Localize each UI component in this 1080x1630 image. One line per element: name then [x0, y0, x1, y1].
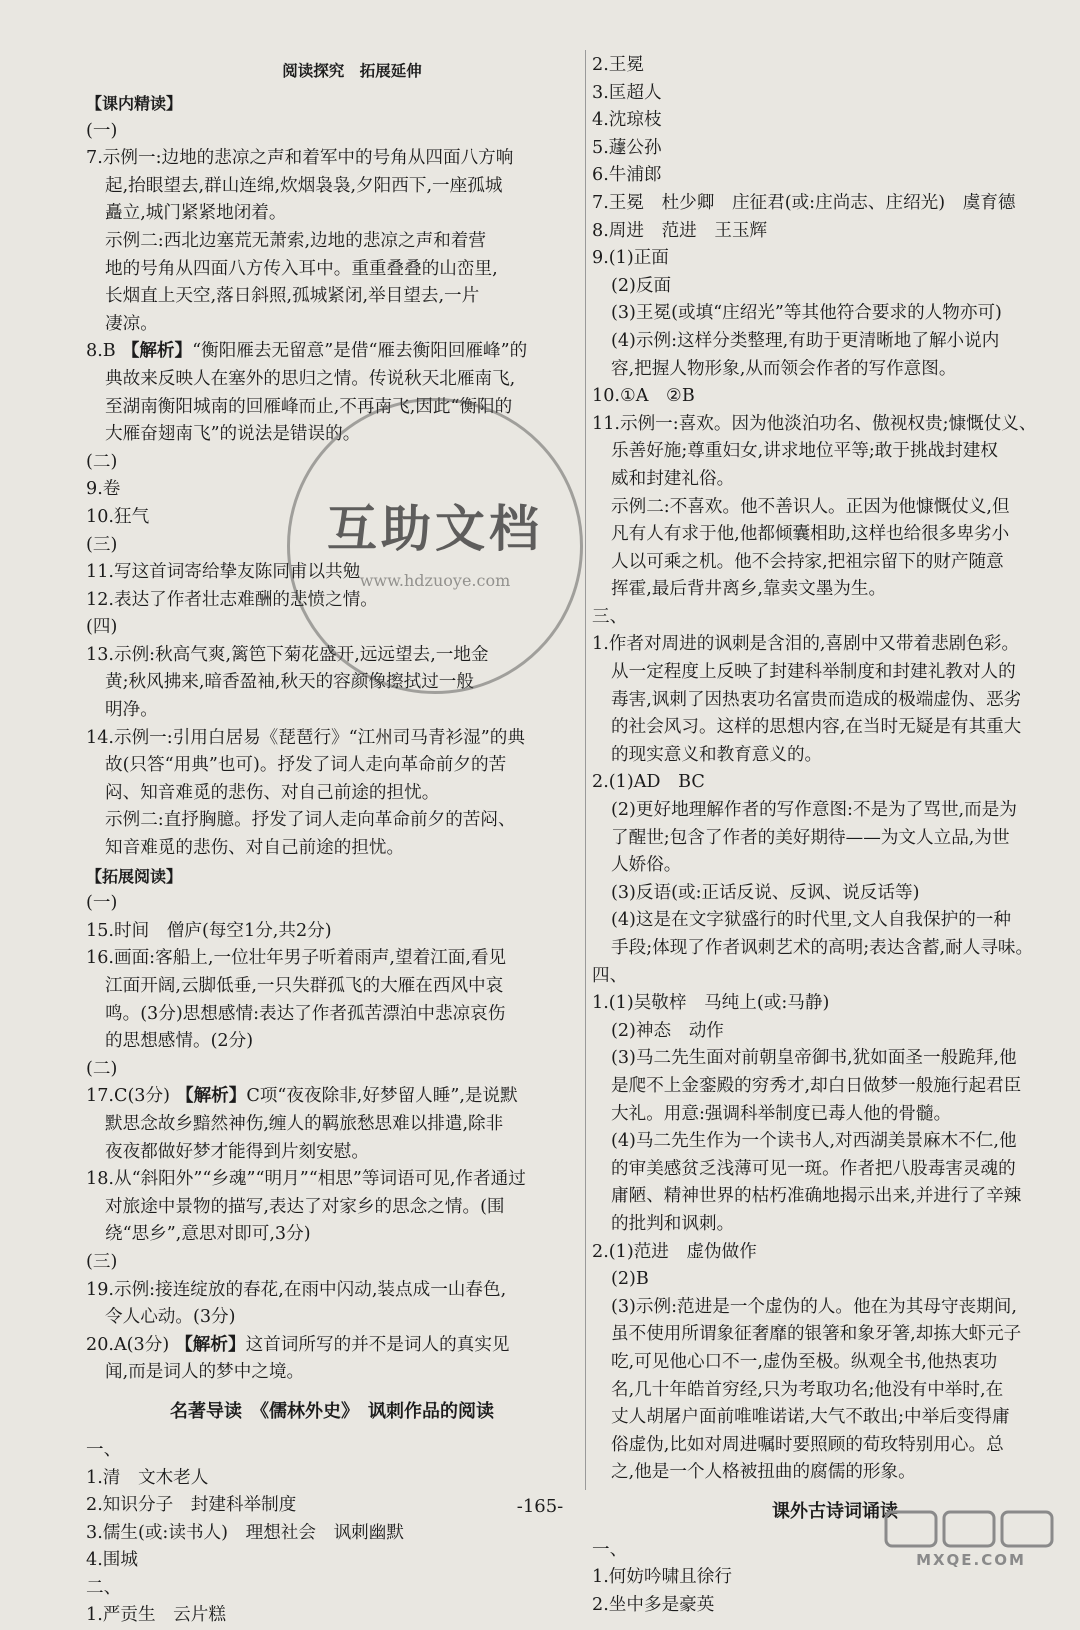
- text-line: [592, 1377, 1078, 1405]
- text-line: [592, 852, 1078, 880]
- text-line: [86, 1221, 578, 1249]
- line-text: 威和封建礼俗。: [611, 468, 735, 489]
- line-text: “衡阳雁去无留意”是借“雁去衡阳回雁峰”的: [192, 341, 528, 362]
- text-line: [592, 963, 1078, 991]
- line-text: 20.A(3分): [86, 1334, 170, 1355]
- line-text: 矗立,城门紧紧地闭着。: [105, 203, 287, 224]
- line-text: 故(只答“用典”也可)。抒发了词人走向革命前夕的苦: [105, 755, 507, 776]
- line-text: 13.示例:秋高气爽,篱笆下菊花盛开,远远望去,一地金: [86, 644, 489, 665]
- text-line: [86, 752, 578, 780]
- text-line: [592, 935, 1078, 963]
- text-line: [592, 411, 1078, 439]
- line-text: 从一定程度上反映了封建科举制度和封建礼教对人的: [611, 662, 1016, 683]
- text-line: [86, 945, 578, 973]
- line-text: 10.①A ②B: [592, 386, 695, 407]
- line-text: 2.王冕: [592, 55, 644, 75]
- line-text: 名,几十年皓首穷经,只为考取功名;他没有中举时,在: [611, 1379, 1004, 1400]
- text-line: [592, 1211, 1078, 1239]
- line-text: (3)示例:范进是一个虚伪的人。他在为其母守丧期间,: [611, 1296, 1017, 1317]
- text-line: [592, 52, 1078, 80]
- text-line: [592, 466, 1078, 494]
- text-line: [86, 1520, 578, 1548]
- line-text: 1.(1)吴敬梓 马纯上(或:马静): [592, 993, 830, 1014]
- stamp-text: 互助文档: [327, 500, 543, 558]
- line-text: 【拓展阅读】: [86, 866, 183, 886]
- line-text: (4)马二先生作为一个读书人,对西湖美景麻木不仁,他: [611, 1131, 1017, 1152]
- text-line: [86, 173, 578, 201]
- text-line: [86, 1465, 578, 1493]
- line-text: 1.严贡生 云片糕: [86, 1605, 226, 1626]
- text-line: [592, 990, 1078, 1018]
- text-line: [86, 200, 578, 228]
- text-line: [592, 328, 1078, 356]
- text-line: [592, 1018, 1078, 1046]
- line-text: 4.沈琼枝: [592, 110, 662, 131]
- text-line: [592, 631, 1078, 659]
- line-text: 15.时间 僧庐(每空1分,共2分): [86, 920, 332, 941]
- text-line: [592, 383, 1078, 411]
- line-text: 17.C(3分): [86, 1086, 170, 1107]
- line-text: 知音难觅的悲伤、对自己前途的担忧。: [105, 838, 405, 859]
- text-line: [86, 283, 578, 311]
- text-line: [86, 1166, 578, 1194]
- line-text: 丈人胡屠户面前唯唯诺诺,大气不敢出;中举后变得庸: [611, 1407, 1010, 1428]
- line-text: 一、: [592, 1539, 628, 1560]
- line-text: (三): [86, 534, 118, 555]
- text-line: [592, 190, 1078, 218]
- text-line: [86, 890, 578, 918]
- text-line: [592, 1432, 1078, 1460]
- line-text: (4)示例:这样分类整理,有助于更清晰地了解小说内: [611, 330, 1000, 351]
- line-text: 对旅途中景物的描写,表达了对家乡的思念之情。(围: [105, 1196, 505, 1217]
- text-line: [592, 659, 1078, 687]
- line-text: 2.(1)范进 虚伪做作: [592, 1241, 757, 1262]
- line-text: 江面开阔,云脚低垂,一只失群孤飞的大雁在西风中哀: [105, 976, 504, 996]
- text-line: [86, 1194, 578, 1222]
- left-column: [86, 52, 578, 1630]
- analysis-label: 【解析】: [121, 341, 193, 362]
- line-text: 名著导读 《儒林外史》 讽刺作品的阅读: [170, 1400, 494, 1422]
- line-text: 12.表达了作者壮志难酬的悲愤之情。: [86, 589, 378, 610]
- line-text: 手段;体现了作者讽刺艺术的高明;表达含蓄,耐人寻味。: [611, 938, 1034, 958]
- text-line: [592, 1459, 1078, 1487]
- text-line: [86, 1547, 578, 1575]
- text-line: [592, 1266, 1078, 1294]
- text-line: [592, 273, 1078, 301]
- text-line: [592, 107, 1078, 135]
- text-line: [592, 769, 1078, 797]
- text-line: [86, 697, 578, 725]
- line-text: 地的号角从四面八方传入耳中。重重叠叠的山峦里,: [105, 258, 498, 279]
- line-text: 的审美感贫乏浅薄可见一斑。作者把八股毒害灵魂的: [611, 1158, 1016, 1179]
- watermark-stamp: [287, 398, 583, 694]
- line-text: 大雁奋翅南飞”的说法是错误的。: [105, 424, 361, 445]
- text-line: [592, 907, 1078, 935]
- text-line: [86, 1249, 578, 1277]
- line-text: (3)反语(或:正话反说、反讽、说反话等): [611, 882, 920, 903]
- line-text: 虽不使用所谓象征奢靡的银箸和象牙箸,却拣大虾元子: [611, 1324, 1022, 1345]
- line-text: C项“夜夜除非,好梦留人睡”,是说默: [246, 1086, 518, 1107]
- stamp-url: www.hdzuoye.com: [359, 571, 511, 590]
- line-text: 容,把握人物形象,从而领会作者的写作意图。: [611, 358, 957, 379]
- text-line: [86, 338, 578, 366]
- line-text: 是爬不上金銮殿的穷秀才,却白日做梦一般施行起君臣: [611, 1075, 1022, 1096]
- subsection-heading: [86, 863, 578, 891]
- text-line: [86, 118, 578, 146]
- text-line: [86, 1028, 578, 1056]
- text-line: [592, 356, 1078, 384]
- line-text: (3)王冕(或填“庄绍光”等其他符合要求的人物亦可): [611, 303, 1002, 324]
- line-text: 3.儒生(或:读书人) 理想社会 讽刺幽默: [86, 1522, 404, 1543]
- line-text: (四): [86, 617, 118, 638]
- watermark-text: MXQE.COM: [916, 1551, 1026, 1569]
- text-line: [592, 687, 1078, 715]
- line-text: 8.B: [86, 341, 116, 362]
- text-line: [86, 1437, 578, 1465]
- line-text: 的社会风习。这样的思想内容,在当时无疑是有其重大: [611, 717, 1022, 738]
- section-heading: [86, 52, 578, 90]
- text-line: [86, 311, 578, 339]
- line-text: 7.王冕 杜少卿 庄征君(或:庄尚志、庄绍光) 虞育德: [592, 192, 1016, 213]
- line-text: 的批判和讽刺。: [611, 1213, 735, 1234]
- line-text: 人娇俗。: [611, 855, 682, 876]
- line-text: 1.何妨吟啸且徐行: [592, 1567, 732, 1588]
- line-text: 课外古诗词诵读: [772, 1500, 898, 1522]
- line-text: 挥霍,最后背井离乡,靠卖文墨为生。: [611, 579, 887, 600]
- text-line: [592, 576, 1078, 604]
- text-line: [592, 1183, 1078, 1211]
- line-text: 夜夜都做好梦才能得到片刻安慰。: [105, 1141, 369, 1162]
- line-text: 1.清 文木老人: [86, 1467, 209, 1488]
- text-line: [592, 1321, 1078, 1349]
- text-line: [86, 835, 578, 863]
- line-text: 1.作者对周进的讽刺是含泪的,喜剧中又带着悲剧色彩。: [592, 634, 1020, 655]
- text-line: [86, 145, 578, 173]
- line-text: 2.知识分子 封建科举制度: [86, 1495, 297, 1516]
- analysis-label: 【解析】: [175, 1334, 246, 1355]
- text-line: [86, 918, 578, 946]
- line-text: 大礼。用意:强调科举制度已毒人他的骨髓。: [611, 1103, 952, 1124]
- line-text: 14.示例一:引用白居易《琵琶行》“江州司马青衫湿”的典: [86, 727, 525, 748]
- text-line: [592, 1045, 1078, 1073]
- line-text: 毒害,讽刺了因热衷功名富贵而造成的极端虚伪、恶劣: [611, 689, 1022, 710]
- line-text: 凡有人有求于他,他都倾囊相助,这样也给很多卑劣小: [611, 524, 1010, 545]
- line-text: 的思想感情。(2分): [105, 1031, 254, 1052]
- text-line: [592, 797, 1078, 825]
- text-line: [86, 228, 578, 256]
- line-text: (2)反面: [611, 275, 672, 296]
- right-column: [592, 52, 1078, 1620]
- line-text: (二): [86, 1058, 118, 1079]
- line-text: 4.围城: [86, 1550, 138, 1571]
- text-line: [592, 135, 1078, 163]
- text-line: [592, 1156, 1078, 1184]
- text-line: [86, 1083, 578, 1111]
- line-text: 11.写这首词寄给挚友陈同甫以共勉: [86, 562, 361, 583]
- line-text: 绕“思乡”,意思对即可,3分): [105, 1224, 311, 1245]
- line-text: 5.蘧公孙: [592, 137, 662, 158]
- text-line: [592, 1592, 1078, 1620]
- text-line: [86, 1001, 578, 1029]
- text-line: [86, 1056, 578, 1084]
- text-line: [86, 1602, 578, 1630]
- page-number: -165-: [516, 1496, 564, 1517]
- line-text: 示例二:西北边塞荒无萧索,边地的悲凉之声和着营: [105, 230, 486, 251]
- line-text: 8.周进 范进 王玉辉: [592, 220, 768, 241]
- text-line: [86, 725, 578, 753]
- line-text: 19.示例:接连绽放的春花,在雨中闪动,装点成一山春色,: [86, 1279, 507, 1300]
- text-line: [86, 1139, 578, 1167]
- text-line: [592, 245, 1078, 273]
- analysis-label: 【解析】: [175, 1086, 247, 1107]
- text-line: [592, 742, 1078, 770]
- text-line: [592, 1404, 1078, 1432]
- text-line: [592, 714, 1078, 742]
- text-line: [86, 1359, 578, 1387]
- line-text: 吃,可见他心口不一,虚伪至极。纵观全书,他热衷功: [611, 1351, 998, 1372]
- line-text: 7.示例一:边地的悲凉之声和着军中的号角从四面八方响: [86, 148, 514, 169]
- line-text: 2.坐中多是豪英: [592, 1595, 715, 1616]
- line-text: 18.从“斜阳外”“乡魂”“明月”“相思”等词语可见,作者通过: [86, 1169, 526, 1190]
- subsection-heading: [86, 90, 578, 118]
- line-text: 黄;秋风拂来,暗香盈袖,秋天的容颜像擦拭过一般: [105, 672, 474, 693]
- text-line: [592, 1128, 1078, 1156]
- text-line: [592, 1294, 1078, 1322]
- text-line: [592, 549, 1078, 577]
- text-line: [592, 1073, 1078, 1101]
- line-text: 这首词所写的并不是词人的真实见: [245, 1334, 510, 1355]
- text-line: [86, 1575, 578, 1603]
- text-line: [86, 256, 578, 284]
- line-text: 人以可乘之机。他不会持家,把祖宗留下的财产随意: [611, 551, 1004, 572]
- corner-watermark-logo: [882, 1508, 1060, 1570]
- text-line: [592, 1101, 1078, 1129]
- text-line: [86, 1304, 578, 1332]
- text-line: [592, 162, 1078, 190]
- text-line: [592, 880, 1078, 908]
- line-text: 闷、知音难觅的悲伤、对自己前途的担忧。: [105, 782, 440, 803]
- line-text: (一): [86, 893, 118, 914]
- text-line: [592, 1349, 1078, 1377]
- line-text: 闻,而是词人的梦中之境。: [105, 1362, 305, 1383]
- line-text: 典故来反映人在塞外的思归之情。传说秋天北雁南飞,: [105, 368, 516, 389]
- line-text: 明净。: [105, 700, 158, 721]
- text-line: [592, 300, 1078, 328]
- line-text: 的现实意义和教育意义的。: [611, 744, 823, 765]
- line-text: 【课内精读】: [86, 94, 183, 113]
- line-text: 9.(1)正面: [592, 248, 669, 269]
- text-line: [86, 780, 578, 808]
- text-line: [592, 604, 1078, 632]
- text-line: [592, 825, 1078, 853]
- line-text: 三、: [592, 606, 628, 627]
- line-text: 2.(1)AD BC: [592, 772, 705, 793]
- text-line: [592, 494, 1078, 522]
- line-text: (4)这是在文字狱盛行的时代里,文人自我保护的一种: [611, 910, 1011, 931]
- line-text: 庸陋、精神世界的枯朽准确地揭示出来,并进行了辛辣: [611, 1186, 1022, 1207]
- section-heading: [86, 1387, 578, 1437]
- text-line: [86, 366, 578, 394]
- line-text: 长烟直上天空,落日斜照,孤城紧闭,举目望去,一片: [105, 286, 480, 307]
- line-text: 示例二:不喜欢。他不善识人。正因为他慷慨仗义,但: [611, 496, 1010, 517]
- text-line: [86, 1332, 578, 1360]
- line-text: (2)更好地理解作者的写作意图:不是为了骂世,而是为: [611, 800, 1017, 821]
- line-text: 示例二:直抒胸臆。抒发了词人走向革命前夕的苦闷、: [105, 810, 516, 831]
- line-text: 之,他是一个人格被扭曲的腐儒的形象。: [611, 1462, 916, 1483]
- line-text: 了醒世;包含了作者的美好期待——为文人立品,为世: [611, 827, 1010, 848]
- line-text: (2)神态 动作: [611, 1020, 724, 1041]
- line-text: 起,抬眼望去,群山连绵,炊烟袅袅,夕阳西下,一座孤城: [105, 175, 503, 196]
- line-text: 阅读探究 拓展延伸: [282, 62, 422, 80]
- text-line: [592, 438, 1078, 466]
- line-text: 16.画面:客船上,一位壮年男子听着雨声,望着江面,看见: [86, 948, 507, 969]
- line-text: 鸣。(3分)思想感情:表达了作者孤苦漂泊中悲凉哀伤: [105, 1003, 506, 1024]
- text-line: [86, 1277, 578, 1305]
- line-text: 默思念故乡黯然神伤,缠人的羁旅愁思难以排遣,除非: [105, 1113, 504, 1134]
- line-text: (一): [86, 120, 118, 141]
- line-text: 一、: [86, 1439, 122, 1460]
- line-text: 凄凉。: [105, 313, 158, 334]
- line-text: (3)马二先生面对前朝皇帝御书,犹如面圣一般跪拜,他: [611, 1048, 1017, 1069]
- text-line: [592, 80, 1078, 108]
- line-text: 二、: [86, 1577, 122, 1598]
- text-line: [86, 1111, 578, 1139]
- line-text: 9.卷: [86, 479, 121, 500]
- text-line: [592, 218, 1078, 246]
- text-line: [592, 1239, 1078, 1267]
- column-divider: [585, 50, 586, 1490]
- text-line: [86, 973, 578, 1001]
- line-text: (三): [86, 1251, 118, 1272]
- line-text: 6.牛浦郎: [592, 165, 662, 186]
- line-text: 至湖南衡阳城南的回雁峰而止,不再南飞,因此“衡阳的: [105, 396, 513, 417]
- line-text: (二): [86, 451, 118, 472]
- line-text: 令人心动。(3分): [105, 1307, 236, 1328]
- line-text: 乐善好施;尊重妇女,讲求地位平等;敢于挑战封建权: [611, 441, 998, 462]
- line-text: 10.狂气: [86, 506, 150, 527]
- text-line: [86, 807, 578, 835]
- line-text: 四、: [592, 965, 628, 986]
- line-text: (2)B: [611, 1269, 649, 1290]
- text-line: [592, 521, 1078, 549]
- line-text: 11.示例一:喜欢。因为他淡泊功名、傲视权贵;慷慨仗义、: [592, 413, 1037, 434]
- line-text: 俗虚伪,比如对周进嘱时要照顾的荀玫特别用心。总: [611, 1434, 1004, 1455]
- line-text: 3.匡超人: [592, 82, 662, 103]
